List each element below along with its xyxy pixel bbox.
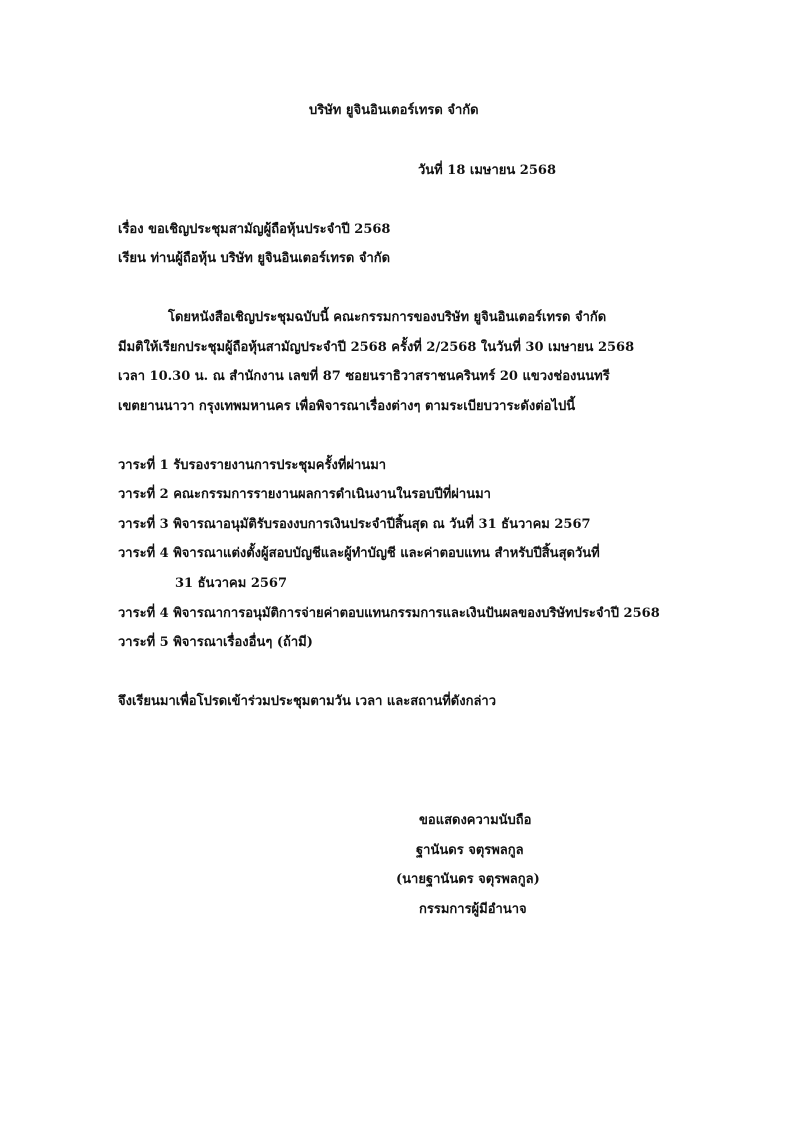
recipient-line: เรียน ท่านผู้ถือหุ้น บริษัท ยูจินอินเตอร์เทรด จำกัด: [118, 251, 391, 266]
agenda-item: วาระที่ 2 คณะกรรมการรายงานผลการดำเนินงานในรอบปีที่ผ่านมา: [118, 487, 491, 502]
closing-line: จึงเรียนมาเพื่อโปรดเข้าร่วมประชุมตามวัน เวลา และสถานที่ดังกล่าว: [118, 694, 497, 709]
regards: ขอแสดงความนับถือ: [419, 813, 532, 828]
agenda-item-continuation: 31 ธันวาคม 2567: [175, 576, 288, 591]
printed-name: (นายฐานันดร จตุรพลกูล): [396, 872, 540, 887]
agenda-item: วาระที่ 4 พิจารณาแต่งตั้งผู้สอบบัญชีและผู้ทำบัญชี และค่าตอบแทน สำหรับปีสิ้นสุดวันที่: [118, 546, 600, 561]
agenda-item: วาระที่ 4 พิจารณาการอนุมัติการจ่ายค่าตอบแทนกรรมการและเงินปันผลของบริษัทประจำปี 2568: [118, 606, 660, 621]
signer-position: กรรมการผู้มีอำนาจ: [419, 902, 527, 917]
body-line: เวลา 10.30 น. ณ สำนักงาน เลขที่ 87 ซอยนราธิวาสราชนครินทร์ 20 แขวงช่องนนทรี: [118, 369, 610, 384]
letter-date: วันที่ 18 เมษายน 2568: [418, 163, 556, 178]
body-line: เขตยานนาวา กรุงเทพมหานคร เพื่อพิจารณาเรื่องต่างๆ ตามระเบียบวาระดังต่อไปนี้: [118, 399, 576, 414]
agenda-item: วาระที่ 5 พิจารณาเรื่องอื่นๆ (ถ้ามี): [118, 635, 313, 650]
signed-name: ฐานันดร จตุรพลกูล: [416, 843, 524, 858]
agenda-item: วาระที่ 1 รับรองรายงานการประชุมครั้งที่ผ่านมา: [118, 458, 387, 473]
body-line: โดยหนังสือเชิญประชุมฉบับนี้ คณะกรรมการของบริษัท ยูจินอินเตอร์เทรด จำกัด: [168, 310, 607, 325]
company-title: บริษัท ยูจินอินเตอร์เทรด จำกัด: [309, 103, 479, 118]
agenda-item: วาระที่ 3 พิจารณาอนุมัติรับรองงบการเงินประจำปีสิ้นสุด ณ วันที่ 31 ธันวาคม 2567: [118, 517, 591, 532]
subject-line: เรื่อง ขอเชิญประชุมสามัญผู้ถือหุ้นประจำปี 2568: [118, 222, 391, 237]
body-line: มีมติให้เรียกประชุมผู้ถือหุ้นสามัญประจำปี 2568 ครั้งที่ 2/2568 ในวันที่ 30 เมษายน 2568: [118, 340, 635, 355]
